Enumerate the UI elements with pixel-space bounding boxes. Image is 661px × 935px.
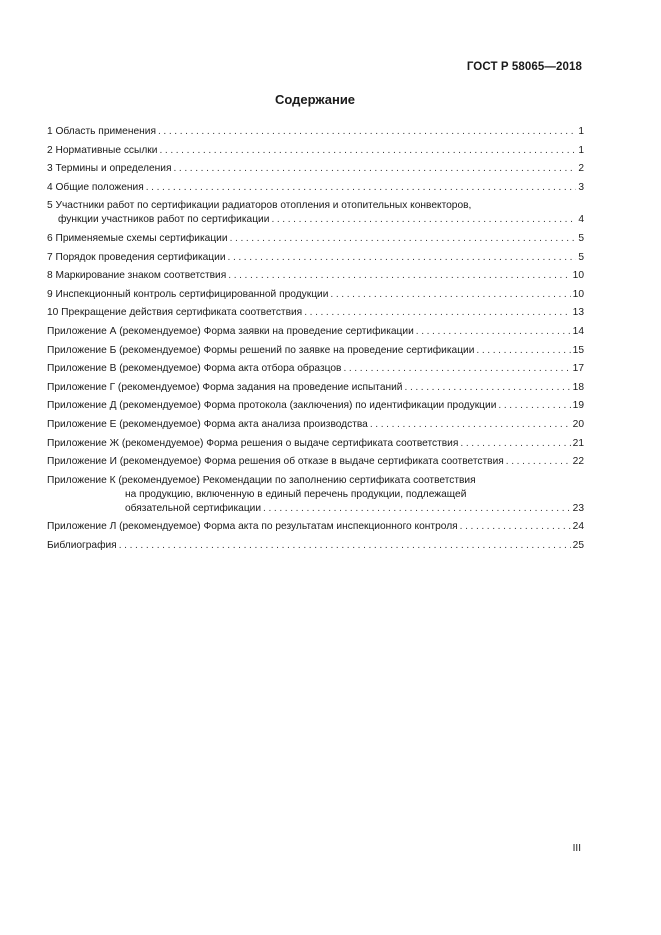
toc-entry-page: 21 bbox=[572, 437, 584, 449]
toc-entry[interactable] bbox=[47, 199, 584, 227]
toc-entry-page: 10 bbox=[572, 288, 584, 300]
toc-entry-page: 15 bbox=[572, 344, 584, 356]
toc-entry[interactable] bbox=[47, 474, 584, 516]
toc-entry-label: функции участников работ по сертификации bbox=[58, 214, 270, 226]
toc-entry[interactable] bbox=[47, 125, 584, 139]
toc-entry-page: 2 bbox=[578, 163, 584, 175]
toc-entry-line: 5 Участники работ по сертификации радиаторов отопления и отопительных конвекторов, bbox=[47, 200, 472, 212]
toc-entry-label: Библиография bbox=[47, 539, 117, 551]
toc-entry-label: 10 Прекращение действия сертификата соответствия bbox=[47, 307, 303, 319]
dot-leader bbox=[460, 520, 571, 534]
dot-leader bbox=[405, 381, 571, 395]
toc-entry-page: 24 bbox=[572, 521, 584, 533]
toc-entry-page: 25 bbox=[572, 539, 584, 551]
toc-entry-label: Приложение Б (рекомендуемое) Формы решений по заявке на проведение сертификации bbox=[47, 344, 475, 356]
toc-entry-page: 4 bbox=[578, 214, 584, 226]
dot-leader bbox=[476, 344, 570, 358]
dot-leader bbox=[416, 325, 571, 339]
page-title: Содержание bbox=[274, 92, 356, 107]
toc-entry[interactable] bbox=[47, 399, 584, 413]
toc-entry[interactable] bbox=[47, 288, 584, 302]
toc-entry-page: 5 bbox=[578, 232, 584, 244]
toc-entry[interactable] bbox=[47, 520, 584, 534]
dot-leader bbox=[330, 288, 570, 302]
toc-entry-page: 5 bbox=[578, 251, 584, 263]
toc-entry-line: на продукцию, включенную в единый перечень продукции, подлежащей bbox=[125, 488, 467, 500]
toc-entry-label: Приложение Г (рекомендуемое) Форма задания на проведение испытаний bbox=[47, 381, 403, 393]
toc-entry-page: 23 bbox=[572, 502, 584, 514]
toc-entry-label: Приложение Ж (рекомендуемое) Форма решения о выдаче сертификата соответствия bbox=[47, 437, 459, 449]
toc-entry-page: 19 bbox=[572, 400, 584, 412]
dot-leader bbox=[119, 539, 571, 553]
toc-entry-label: 8 Маркирование знаком соответствия bbox=[47, 270, 227, 282]
dot-leader bbox=[158, 125, 576, 139]
dot-leader bbox=[173, 162, 576, 176]
toc-entry-page: 14 bbox=[572, 325, 584, 337]
toc-entry[interactable] bbox=[47, 251, 584, 265]
toc-entry-label: Приложение А (рекомендуемое) Форма заявки на проведение сертификации bbox=[47, 325, 414, 337]
dot-leader bbox=[460, 437, 570, 451]
dot-leader bbox=[343, 362, 570, 376]
toc-entry[interactable] bbox=[47, 539, 584, 553]
toc-entry[interactable] bbox=[47, 344, 584, 358]
toc-entry-page: 13 bbox=[572, 307, 584, 319]
dot-leader bbox=[159, 144, 576, 158]
toc-entry[interactable] bbox=[47, 418, 584, 432]
dot-leader bbox=[304, 306, 570, 320]
toc-entry-label: 7 Порядок проведения сертификации bbox=[47, 251, 226, 263]
toc-entry-label: 1 Область применения bbox=[47, 126, 156, 137]
toc-entry-line: Приложение К (рекомендуемое) Рекомендации по заполнению сертификата соответствия bbox=[47, 474, 476, 486]
toc-entry-label: обязательной сертификации bbox=[125, 502, 262, 514]
dot-leader bbox=[498, 399, 570, 413]
table-of-contents bbox=[47, 125, 584, 557]
toc-entry-page: 18 bbox=[572, 381, 584, 393]
toc-entry[interactable] bbox=[47, 381, 584, 395]
toc-entry[interactable] bbox=[47, 437, 584, 451]
toc-entry-page: 10 bbox=[572, 270, 584, 282]
dot-leader bbox=[228, 251, 577, 265]
toc-entry-page: 20 bbox=[572, 418, 584, 430]
toc-entry-label: Приложение И (рекомендуемое) Форма решения об отказе в выдаче сертификата соответствия bbox=[47, 456, 504, 468]
toc-entry-label: 6 Применяемые схемы сертификации bbox=[47, 232, 228, 244]
dot-leader bbox=[271, 213, 576, 227]
toc-entry[interactable] bbox=[47, 362, 584, 376]
toc-entry[interactable] bbox=[47, 455, 584, 469]
toc-entry-label: Приложение Е (рекомендуемое) Форма акта анализа производства bbox=[47, 418, 368, 430]
toc-entry[interactable] bbox=[47, 162, 584, 176]
dot-leader bbox=[506, 455, 571, 469]
toc-entry-page: 3 bbox=[578, 181, 584, 193]
toc-entry-label: Приложение Д (рекомендуемое) Форма протокола (заключения) по идентификации продукции bbox=[47, 400, 497, 412]
toc-entry[interactable] bbox=[47, 144, 584, 158]
toc-entry-label: Приложение В (рекомендуемое) Форма акта отбора образцов bbox=[47, 363, 342, 375]
toc-entry-label: 2 Нормативные ссылки bbox=[47, 144, 158, 156]
toc-entry-page: 22 bbox=[572, 456, 584, 468]
toc-entry-page: 1 bbox=[578, 126, 584, 137]
toc-entry[interactable] bbox=[47, 181, 584, 195]
toc-entry-label: Приложение Л (рекомендуемое) Форма акта по результатам инспекционного контроля bbox=[47, 521, 458, 533]
toc-entry[interactable] bbox=[47, 325, 584, 339]
dot-leader bbox=[146, 181, 577, 195]
toc-entry-page: 1 bbox=[578, 144, 584, 156]
dot-leader bbox=[370, 418, 571, 432]
toc-entry[interactable] bbox=[47, 306, 584, 320]
document-designation: ГОСТ Р 58065—2018 bbox=[466, 61, 582, 73]
toc-entry-label: 9 Инспекционный контроль сертифицированной продукции bbox=[47, 288, 329, 300]
toc-entry-page: 17 bbox=[572, 363, 584, 375]
toc-entry-label: 4 Общие положения bbox=[47, 181, 144, 193]
page-number: III bbox=[572, 843, 581, 854]
toc-entry[interactable] bbox=[47, 269, 584, 283]
toc-entry[interactable] bbox=[47, 232, 584, 246]
dot-leader bbox=[263, 502, 571, 516]
dot-leader bbox=[230, 232, 577, 246]
dot-leader bbox=[228, 269, 570, 283]
toc-entry-label: 3 Термины и определения bbox=[47, 163, 172, 175]
